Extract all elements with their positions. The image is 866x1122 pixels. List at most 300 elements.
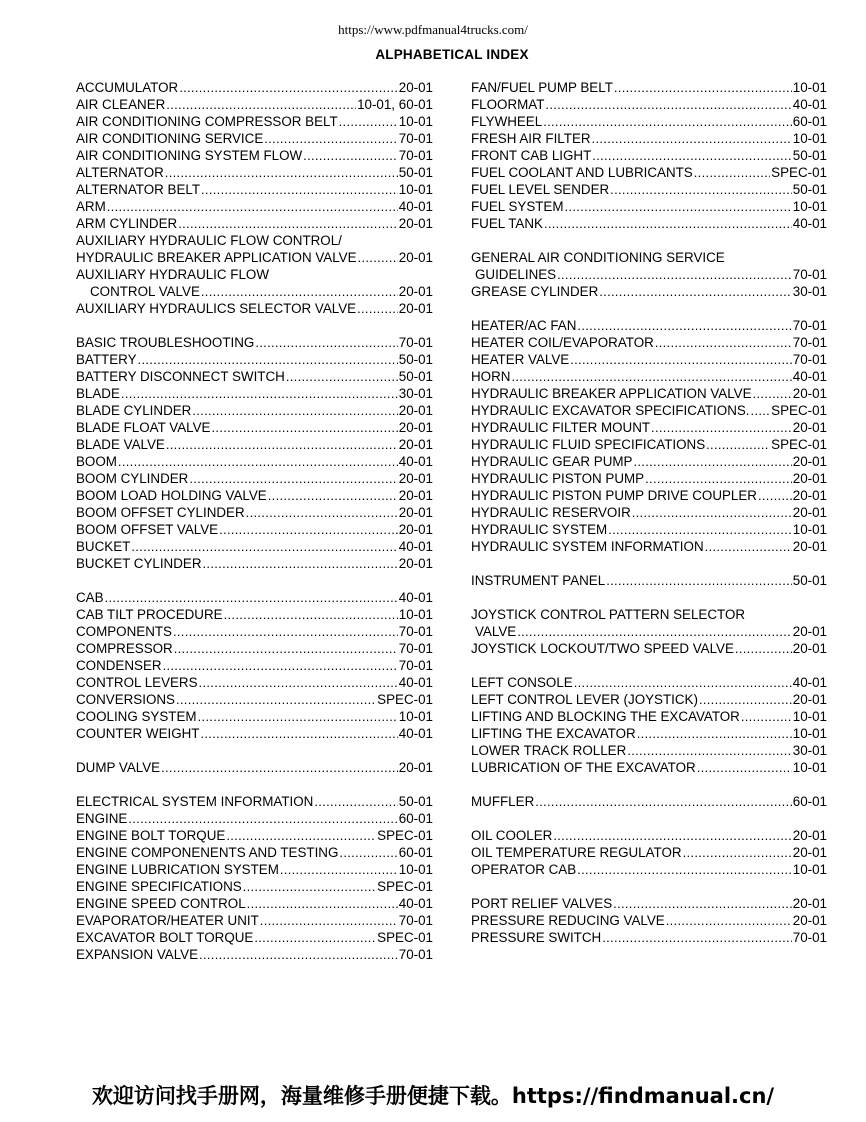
dot-leader xyxy=(105,589,398,606)
dot-leader xyxy=(303,147,398,164)
index-entry-page: SPEC-01 xyxy=(771,165,827,180)
index-entry-label: EXPANSION VALVE xyxy=(76,947,199,962)
index-entry-label: BOOM xyxy=(76,454,117,469)
index-entry xyxy=(76,521,433,538)
dot-leader xyxy=(247,895,398,912)
index-entry xyxy=(76,147,433,164)
index-entry-page: 30-01 xyxy=(398,386,433,401)
index-entry-label: OPERATOR CAB xyxy=(471,862,577,877)
index-entry xyxy=(471,453,827,470)
section-gap xyxy=(471,776,827,793)
index-entry-page: 20-01 xyxy=(792,386,827,401)
index-entry-label: AUXILIARY HYDRAULIC FLOW xyxy=(76,267,269,282)
index-entry-label: LUBRICATION OF THE EXCAVATOR xyxy=(471,760,696,775)
index-entry-label: COOLING SYSTEM xyxy=(76,709,197,724)
dot-leader xyxy=(166,436,398,453)
index-entry xyxy=(471,130,827,147)
dot-leader xyxy=(633,453,791,470)
dot-leader xyxy=(254,929,376,946)
index-entry-label: ENGINE xyxy=(76,811,128,826)
index-entry-label: AIR CLEANER xyxy=(76,97,166,112)
index-entry-label: JOYSTICK LOCKOUT/TWO SPEED VALVE xyxy=(471,641,734,656)
index-entry-page: 20-01 xyxy=(398,403,433,418)
index-entry-page: 50-01 xyxy=(398,369,433,384)
index-entry xyxy=(471,317,827,334)
index-entry-label: CAB xyxy=(76,590,104,605)
dot-leader xyxy=(246,504,398,521)
index-entry-label: LIFTING THE EXCAVATOR xyxy=(471,726,636,741)
index-entry-label: ENGINE COMPONENENTS AND TESTING xyxy=(76,845,339,860)
index-entry-page: 20-01 xyxy=(792,471,827,486)
index-entry-label: PRESSURE SWITCH xyxy=(471,930,602,945)
index-entry xyxy=(76,181,433,198)
index-entry xyxy=(471,164,827,181)
dot-leader xyxy=(557,266,792,283)
index-entry-page: 10-01 xyxy=(398,114,433,129)
dot-leader xyxy=(535,793,792,810)
index-entry-page: 70-01 xyxy=(792,930,827,945)
index-entry xyxy=(471,827,827,844)
index-entry-label: FLOORMAT xyxy=(471,97,545,112)
index-entry-label: FLYWHEEL xyxy=(471,114,543,129)
index-entry xyxy=(471,504,827,521)
index-entry-page: 70-01 xyxy=(398,913,433,928)
index-entry xyxy=(76,96,433,113)
section-gap xyxy=(76,776,433,793)
index-entry-page: 20-01 xyxy=(398,505,433,520)
index-entry-label: CONDENSER xyxy=(76,658,162,673)
index-entry-label: ALTERNATOR xyxy=(76,165,164,180)
index-entry xyxy=(76,232,433,249)
index-entry xyxy=(471,895,827,912)
index-entry xyxy=(76,470,433,487)
index-entry-page: 60-01 xyxy=(398,811,433,826)
index-entry-label: ENGINE SPECIFICATIONS xyxy=(76,879,242,894)
index-entry-label: BUCKET CYLINDER xyxy=(76,556,202,571)
index-entry xyxy=(76,895,433,912)
index-entry xyxy=(471,521,827,538)
index-entry-label: AIR CONDITIONING SERVICE xyxy=(76,131,264,146)
dot-leader xyxy=(666,912,792,929)
index-entry xyxy=(76,725,433,742)
index-entry-label: AIR CONDITIONING COMPRESSOR BELT xyxy=(76,114,338,129)
dot-leader xyxy=(165,164,398,181)
dot-leader xyxy=(189,470,397,487)
dot-leader xyxy=(699,691,792,708)
section-gap xyxy=(76,572,433,589)
index-entry xyxy=(471,79,827,96)
index-entry-label: PORT RELIEF VALVES xyxy=(471,896,613,911)
index-entry-page: 20-01 xyxy=(398,471,433,486)
index-entry xyxy=(76,844,433,861)
index-entry xyxy=(76,249,433,266)
index-entry-page: 60-01 xyxy=(792,794,827,809)
index-entry-label: HYDRAULIC GEAR PUMP xyxy=(471,454,633,469)
index-entry xyxy=(76,861,433,878)
index-entry xyxy=(76,79,433,96)
index-entry-page: 20-01 xyxy=(398,301,433,316)
index-entry-page: 10-01, 60-01 xyxy=(357,97,433,112)
index-entry-page: 20-01 xyxy=(398,522,433,537)
dot-leader xyxy=(224,606,398,623)
index-entry-label: HYDRAULIC BREAKER APPLICATION VALVE xyxy=(471,386,752,401)
index-entry-label: FUEL SYSTEM xyxy=(471,199,564,214)
index-entry-label: FRONT CAB LIGHT xyxy=(471,148,592,163)
dot-leader xyxy=(138,351,398,368)
index-entry-page: SPEC-01 xyxy=(377,692,433,707)
index-entry-page: SPEC-01 xyxy=(771,437,827,452)
dot-leader xyxy=(131,538,397,555)
index-entry-page: 20-01 xyxy=(792,641,827,656)
index-entry-page: 40-01 xyxy=(792,369,827,384)
dot-leader xyxy=(592,130,792,147)
section-gap xyxy=(471,589,827,606)
index-entry-label: LEFT CONSOLE xyxy=(471,675,573,690)
footer-banner[interactable]: 欢迎访问找手册网，海量维修手册便捷下载。https://findmanual.cn/ xyxy=(91,1084,775,1108)
index-entry-label: VALVE xyxy=(475,624,517,639)
index-entry-label: INSTRUMENT PANEL xyxy=(471,573,606,588)
index-entry xyxy=(76,555,433,572)
index-entry xyxy=(76,453,433,470)
index-entry-page: 20-01 xyxy=(398,488,433,503)
index-entry xyxy=(76,334,433,351)
index-entry-label: CAB TILT PROCEDURE xyxy=(76,607,223,622)
index-entry xyxy=(76,164,433,181)
index-entry-label: HYDRAULIC EXCAVATOR SPECIFICATIONS. xyxy=(471,403,750,418)
index-entry xyxy=(76,674,433,691)
dot-leader xyxy=(179,79,398,96)
dot-leader xyxy=(543,113,792,130)
source-url[interactable]: https://www.pdfmanual4trucks.com/ xyxy=(338,22,528,37)
index-entry-label: BLADE xyxy=(76,386,120,401)
index-entry-page: 10-01 xyxy=(792,726,827,741)
index-entry-label: AIR CONDITIONING SYSTEM FLOW xyxy=(76,148,303,163)
index-entry-page: 20-01 xyxy=(792,539,827,554)
index-entry-label: CONTROL VALVE xyxy=(90,284,200,299)
dot-leader xyxy=(166,96,356,113)
index-entry xyxy=(471,181,827,198)
index-entry-page: 20-01 xyxy=(398,420,433,435)
index-entry-page: 70-01 xyxy=(398,131,433,146)
index-entry-label: ARM xyxy=(76,199,106,214)
index-entry xyxy=(471,929,827,946)
index-entry-page: 70-01 xyxy=(398,148,433,163)
index-entry-page: 20-01 xyxy=(792,420,827,435)
index-entry-label: ENGINE BOLT TORQUE xyxy=(76,828,226,843)
index-entry-page: 20-01 xyxy=(792,896,827,911)
index-entry xyxy=(471,572,827,589)
dot-leader xyxy=(705,538,792,555)
index-entry-page: 70-01 xyxy=(792,352,827,367)
index-entry xyxy=(76,402,433,419)
dot-leader xyxy=(358,249,398,266)
index-entry xyxy=(471,334,827,351)
index-entry-page: 20-01 xyxy=(792,488,827,503)
index-entry-label: OIL TEMPERATURE REGULATOR xyxy=(471,845,682,860)
index-entry-page: 10-01 xyxy=(792,199,827,214)
index-entry-label: BATTERY xyxy=(76,352,137,367)
index-entry xyxy=(471,538,827,555)
index-entry xyxy=(471,368,827,385)
index-entry xyxy=(76,912,433,929)
dot-leader xyxy=(606,572,792,589)
index-entry-page: 50-01 xyxy=(792,148,827,163)
index-entry-label: MUFFLER xyxy=(471,794,535,809)
dot-leader xyxy=(614,79,792,96)
index-entry-page: 20-01 xyxy=(792,454,827,469)
index-entry-label: JOYSTICK CONTROL PATTERN SELECTOR xyxy=(471,607,746,622)
dot-leader xyxy=(268,487,398,504)
dot-leader xyxy=(128,810,397,827)
index-entry-page: 70-01 xyxy=(398,658,433,673)
index-entry-label: EXCAVATOR BOLT TORQUE xyxy=(76,930,254,945)
page-title: ALPHABETICAL INDEX xyxy=(375,47,529,62)
index-entry xyxy=(471,640,827,657)
dot-leader xyxy=(608,521,792,538)
dot-leader xyxy=(697,759,792,776)
index-entry xyxy=(471,759,827,776)
index-entry-label: HORN xyxy=(471,369,511,384)
index-entry xyxy=(76,929,433,946)
dot-leader xyxy=(199,946,398,963)
index-entry-label: CONTROL LEVERS xyxy=(76,675,198,690)
index-entry-page: 20-01 xyxy=(398,556,433,571)
index-entry-page: 20-01 xyxy=(792,828,827,843)
dot-leader xyxy=(174,640,398,657)
index-entry xyxy=(471,470,827,487)
dot-leader xyxy=(192,402,397,419)
index-entry-page: 40-01 xyxy=(792,675,827,690)
dot-leader xyxy=(163,657,398,674)
index-entry-page: 20-01 xyxy=(398,284,433,299)
index-entry xyxy=(76,606,433,623)
dot-leader xyxy=(637,725,792,742)
index-entry-page: 40-01 xyxy=(398,896,433,911)
index-entry-page: 40-01 xyxy=(398,454,433,469)
index-entry xyxy=(76,300,433,317)
index-entry xyxy=(76,504,433,521)
index-column-left xyxy=(76,79,433,963)
index-entry-page: 10-01 xyxy=(398,182,433,197)
index-entry-page: 50-01 xyxy=(792,573,827,588)
index-entry xyxy=(76,793,433,810)
index-entry xyxy=(471,419,827,436)
dot-leader xyxy=(735,640,792,657)
index-entry-label: FAN/FUEL PUMP BELT xyxy=(471,80,613,95)
index-entry xyxy=(76,113,433,130)
index-entry xyxy=(471,606,827,623)
dot-leader xyxy=(314,793,397,810)
dot-leader xyxy=(200,725,397,742)
index-entry xyxy=(76,827,433,844)
dot-leader xyxy=(565,198,792,215)
index-entry-page: 10-01 xyxy=(792,522,827,537)
index-entry-label: FUEL LEVEL SENDER xyxy=(471,182,610,197)
index-entry xyxy=(471,249,827,266)
index-entry-label: COMPONENTS xyxy=(76,624,172,639)
index-entry xyxy=(76,657,433,674)
dot-leader xyxy=(176,691,376,708)
index-entry xyxy=(76,623,433,640)
index-entry xyxy=(471,436,827,453)
index-entry-page: 20-01 xyxy=(398,80,433,95)
index-entry-label: GREASE CYLINDER xyxy=(471,284,599,299)
index-entry-label: FUEL TANK xyxy=(471,216,543,231)
index-entry-page: 20-01 xyxy=(398,250,433,265)
index-entry-label: HYDRAULIC FILTER MOUNT xyxy=(471,420,651,435)
index-entry-page: 10-01 xyxy=(398,862,433,877)
index-entry-page: 50-01 xyxy=(398,794,433,809)
index-entry xyxy=(471,487,827,504)
index-entry xyxy=(76,759,433,776)
index-entry xyxy=(471,113,827,130)
index-entry-page: 20-01 xyxy=(792,624,827,639)
index-entry-page: 40-01 xyxy=(398,199,433,214)
dot-leader xyxy=(121,385,398,402)
index-entry-page: 50-01 xyxy=(398,165,433,180)
index-entry-page: 50-01 xyxy=(398,352,433,367)
index-entry-page: 70-01 xyxy=(398,335,433,350)
index-entry-page: 70-01 xyxy=(792,318,827,333)
index-entry xyxy=(471,147,827,164)
index-entry-page: 10-01 xyxy=(398,607,433,622)
index-entry-page: 10-01 xyxy=(792,131,827,146)
dot-leader xyxy=(286,368,398,385)
index-entry-page: 40-01 xyxy=(398,726,433,741)
dot-leader xyxy=(758,487,792,504)
index-entry xyxy=(471,283,827,300)
index-entry xyxy=(471,691,827,708)
index-entry-label: HEATER VALVE xyxy=(471,352,570,367)
index-entry-label: FUEL COOLANT AND LUBRICANTS xyxy=(471,165,693,180)
index-entry-page: 60-01 xyxy=(792,114,827,129)
index-entry xyxy=(471,844,827,861)
index-entry-page: 10-01 xyxy=(792,862,827,877)
index-entry-label: BOOM CYLINDER xyxy=(76,471,189,486)
index-entry xyxy=(76,708,433,725)
index-entry xyxy=(76,385,433,402)
index-entry-label: FRESH AIR FILTER xyxy=(471,131,591,146)
dot-leader xyxy=(178,215,398,232)
index-entry-label: ENGINE LUBRICATION SYSTEM xyxy=(76,862,279,877)
index-entry-label: COMPRESSOR xyxy=(76,641,173,656)
dot-leader xyxy=(517,623,792,640)
dot-leader xyxy=(645,470,792,487)
index-entry-label: OIL COOLER xyxy=(471,828,553,843)
dot-leader xyxy=(574,674,792,691)
dot-leader xyxy=(339,113,398,130)
index-entry xyxy=(76,419,433,436)
dot-leader xyxy=(255,334,397,351)
index-entry xyxy=(471,725,827,742)
index-entry-label: GENERAL AIR CONDITIONING SERVICE xyxy=(471,250,725,265)
dot-leader xyxy=(627,742,791,759)
index-entry-page: 70-01 xyxy=(398,641,433,656)
index-entry-label: BUCKET xyxy=(76,539,131,554)
index-entry xyxy=(471,674,827,691)
section-gap xyxy=(471,810,827,827)
dot-leader xyxy=(243,878,377,895)
index-entry xyxy=(471,912,827,929)
index-entry-label: COUNTER WEIGHT xyxy=(76,726,200,741)
index-entry-label: ACCUMULATOR xyxy=(76,80,179,95)
index-entry-page: 40-01 xyxy=(792,97,827,112)
index-entry-label: AUXILIARY HYDRAULICS SELECTOR VALVE xyxy=(76,301,357,316)
index-entry xyxy=(471,266,827,283)
dot-leader xyxy=(753,385,792,402)
dot-leader xyxy=(211,419,397,436)
index-entry-label: HEATER/AC FAN xyxy=(471,318,577,333)
index-entry-label: HYDRAULIC RESERVOIR xyxy=(471,505,631,520)
index-entry-label: BOOM LOAD HOLDING VALVE xyxy=(76,488,267,503)
dot-leader xyxy=(219,521,398,538)
index-entry xyxy=(471,402,827,419)
index-entry xyxy=(471,385,827,402)
index-entry xyxy=(471,96,827,113)
index-entry-page: 20-01 xyxy=(792,845,827,860)
dot-leader xyxy=(741,708,792,725)
index-entry-page: 30-01 xyxy=(792,284,827,299)
section-gap xyxy=(471,300,827,317)
index-entry-label: BOOM OFFSET CYLINDER xyxy=(76,505,245,520)
index-entry-label: PRESSURE REDUCING VALVE xyxy=(471,913,665,928)
dot-leader xyxy=(577,317,791,334)
index-entry xyxy=(471,861,827,878)
index-entry-page: 40-01 xyxy=(398,590,433,605)
dot-leader xyxy=(226,827,376,844)
index-entry-label: BASIC TROUBLESHOOTING xyxy=(76,335,255,350)
index-entry-page: 10-01 xyxy=(398,709,433,724)
index-entry-page: SPEC-01 xyxy=(377,930,433,945)
dot-leader xyxy=(683,844,792,861)
index-entry-page: SPEC-01 xyxy=(771,403,827,418)
index-entry-page: 10-01 xyxy=(792,709,827,724)
dot-leader xyxy=(655,334,792,351)
index-entry-label: HEATER COIL/EVAPORATOR xyxy=(471,335,654,350)
dot-leader xyxy=(599,283,792,300)
index-column-right xyxy=(471,79,827,946)
index-entry xyxy=(76,368,433,385)
section-gap xyxy=(76,317,433,334)
index-entry-page: 20-01 xyxy=(398,437,433,452)
dot-leader xyxy=(694,164,770,181)
dot-leader xyxy=(751,402,771,419)
index-entry-page: 70-01 xyxy=(398,947,433,962)
index-entry-label: DUMP VALVE xyxy=(76,760,161,775)
index-entry-page: 20-01 xyxy=(398,216,433,231)
index-entry-label: HYDRAULIC FLUID SPECIFICATIONS xyxy=(471,437,706,452)
index-entry-label: HYDRAULIC SYSTEM xyxy=(471,522,608,537)
index-entry-label: ENGINE SPEED CONTROL xyxy=(76,896,246,911)
index-entry xyxy=(471,742,827,759)
index-entry xyxy=(471,351,827,368)
index-entry-label: HYDRAULIC SYSTEM INFORMATION xyxy=(471,539,704,554)
dot-leader xyxy=(161,759,398,776)
dot-leader xyxy=(199,674,398,691)
index-entry xyxy=(471,215,827,232)
index-entry xyxy=(76,946,433,963)
index-entry-label: LEFT CONTROL LEVER (JOYSTICK) xyxy=(471,692,698,707)
dot-leader xyxy=(570,351,792,368)
index-entry-label: GUIDELINES xyxy=(475,267,557,282)
dot-leader xyxy=(632,504,792,521)
index-entry-page: 60-01 xyxy=(398,845,433,860)
dot-leader xyxy=(544,215,792,232)
dot-leader xyxy=(511,368,791,385)
section-gap xyxy=(471,232,827,249)
index-entry-page: 70-01 xyxy=(792,335,827,350)
index-entry-page: 20-01 xyxy=(792,692,827,707)
